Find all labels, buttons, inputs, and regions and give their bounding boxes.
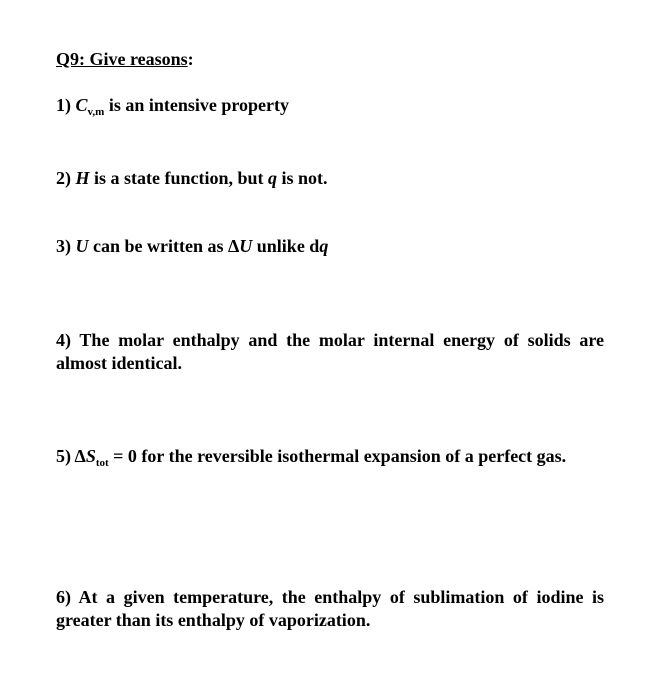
reason-item-5 bbox=[56, 445, 604, 468]
heading-colon: : bbox=[187, 49, 194, 69]
heat-capacity-subscript: v,m bbox=[87, 106, 105, 118]
reason-item-2 bbox=[56, 168, 328, 189]
item-text-end: unlike d bbox=[256, 236, 320, 256]
heat-symbol: q bbox=[319, 236, 329, 256]
item-number: 1) bbox=[56, 95, 71, 115]
reason-item-4: 4) The molar enthalpy and the molar internal energy of solids are almost identical. bbox=[56, 330, 604, 373]
enthalpy-symbol: H bbox=[75, 168, 90, 188]
reason-item-6: 6) At a given temperature, the enthalpy of sublimation of iodine is greater than its enthalpy of vaporization. bbox=[56, 587, 604, 630]
item-text: = 0 for the reversible isothermal expansion of a perfect gas. bbox=[113, 446, 567, 466]
item-text: can be written as bbox=[93, 236, 224, 256]
reason-item-3 bbox=[56, 236, 328, 257]
heat-capacity-symbol: C bbox=[75, 95, 88, 115]
entropy-symbol: S bbox=[85, 446, 96, 466]
internal-energy-symbol-2: U bbox=[239, 236, 253, 256]
entropy-subscript: tot bbox=[95, 457, 109, 469]
item-text: is a state function, but bbox=[94, 168, 264, 188]
reason-item-1 bbox=[56, 95, 289, 116]
item-number: 3) bbox=[56, 236, 71, 256]
delta-symbol: Δ bbox=[74, 446, 86, 466]
item-text: is an intensive property bbox=[108, 95, 290, 115]
item-number: 2) bbox=[56, 168, 71, 188]
item-number: 5) bbox=[56, 446, 71, 466]
question-heading bbox=[56, 49, 194, 70]
heat-symbol: q bbox=[268, 168, 278, 188]
heading-label: Q9: Give reasons bbox=[56, 49, 188, 69]
item-text-end: is not. bbox=[281, 168, 328, 188]
delta-symbol: Δ bbox=[227, 236, 240, 256]
internal-energy-symbol: U bbox=[75, 236, 89, 256]
